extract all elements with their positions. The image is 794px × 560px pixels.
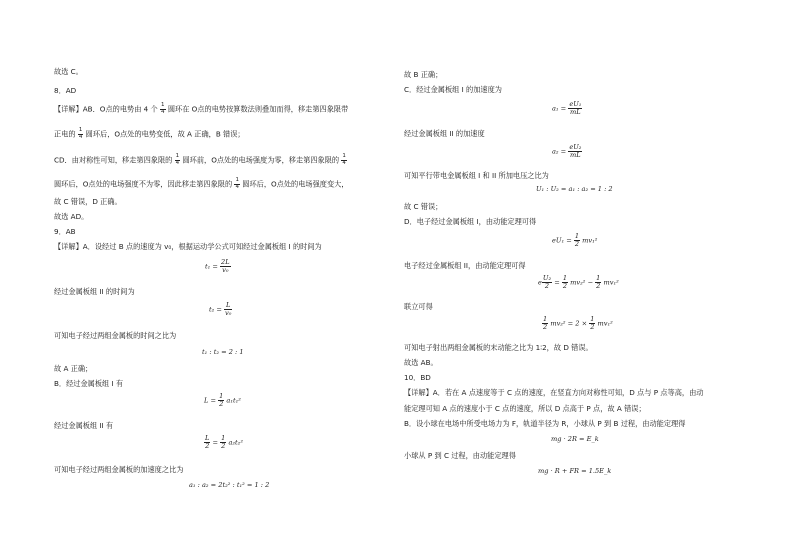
q10-explanation-a-cont: 能定理可知 A 点的速度小于 C 点的速度，所以 D 点高于 P 点，故 A 错误； bbox=[404, 404, 646, 413]
fraction-quarter: $\frac{1}{4}$ bbox=[175, 153, 180, 166]
equation-kinetic-1: eU₁ = $\frac{1}{2}$ mv₁² bbox=[552, 232, 598, 248]
equation-mg-2R: mg · 2R = E_k bbox=[551, 435, 599, 443]
q9-text: 可知平行带电金属板组 I 和 II 所加电压之比为 bbox=[404, 171, 549, 180]
q9-text: 经过金属板组 II 有 bbox=[54, 421, 114, 430]
q9-text: 可知电子经过两组金属板的时间之比为 bbox=[54, 331, 177, 340]
q9-explanation-c: C．经过金属板组 I 的加速度为 bbox=[404, 85, 502, 94]
answer-line: 故选 AD。 bbox=[54, 212, 89, 221]
q9-explanation-a: 【详解】A．设经过 B 点的速度为 v₀，根据运动学公式可知经过金属板组 I 的时间为 bbox=[54, 242, 322, 251]
q9-text: 联立可得 bbox=[404, 302, 433, 311]
equation-t1: t₁ = $\frac{2L}{\text{v₀}}$ bbox=[205, 258, 230, 274]
q9-text: 电子经过金属板组 II，由动能定理可得 bbox=[404, 261, 526, 270]
equation-accel-ratio: a₁ : a₂ = 2t₂² : t₁² = 1 : 2 bbox=[189, 481, 270, 489]
q10-explanation-a: 【详解】A．若在 A 点速度等于 C 点的速度，在竖直方向对称性可知，D 点与 P 点等高，由动 bbox=[404, 388, 704, 397]
equation-kinetic-2: e $\frac{\text{U₂}}{2}$ = $\frac{1}{2}$ mv₂² − $\frac{1}{2}$ mv₁² bbox=[538, 274, 619, 290]
q9-explanation-d: D．电子经过金属板组 I，由动能定理可得 bbox=[404, 217, 537, 226]
q8-conclusion: 故 C 错误，D 正确。 bbox=[54, 197, 122, 206]
fraction-quarter: $\frac{1}{4}$ bbox=[161, 102, 165, 115]
q9-text: 可知电子经过两组金属板的加速度之比为 bbox=[54, 465, 184, 474]
question-10-number: 10．BD bbox=[404, 373, 431, 382]
q9-text: 经过金属板组 II 的加速度 bbox=[404, 129, 485, 138]
equation-kinetic-3: $\frac{1}{2}$ mv₂² = 2 × $\frac{1}{2}$ mv₁² bbox=[543, 315, 613, 331]
q10-explanation-b: B．设小球在电场中所受电场力为 F，轨道半径为 R，小球从 P 到 B 过程，由动能定理得 bbox=[404, 419, 686, 428]
q8-explanation-ab-cont: 正电的 $\frac{1}{4}$ 圆环后，O点处的电势变低，故 A 正确，B 错误； bbox=[54, 127, 245, 140]
equation-a2: a₂ = $\frac{\text{eU₂}}{mL}$ bbox=[552, 143, 582, 159]
q8-explanation-ab: 【详解】AB．O点的电势由 4 个 $\frac{1}{4}$ 圆环在 O点的电势按算数法则叠加而得，移走第四象限带 bbox=[54, 102, 349, 115]
answer-line: 故选 C。 bbox=[54, 67, 83, 76]
q9-text: 可知电子射出两组金属板的末动能之比为 1∶2，故 D 错误。 bbox=[404, 343, 593, 352]
q8-explanation-cd-cont: 圆环后，O点处的电场强度不为零，因此移走第四象限的 $\frac{1}{4}$ 圆环后，O点处的电场强度变大， bbox=[54, 177, 349, 190]
q9-text: 故 B 正确； bbox=[404, 70, 443, 79]
equation-a1: a₁ = $\frac{\text{eU₁}}{mL}$ bbox=[552, 100, 582, 116]
equation-time-ratio: t₁ : t₂ = 2 : 1 bbox=[202, 348, 244, 356]
q10-text: 小球从 P 到 C 过程，由动能定理得 bbox=[404, 451, 516, 460]
q8-explanation-cd: CD．由对称性可知，移走第四象限的 $\frac{1}{4}$ 圆环前，O点处的电场强度为零，移走第四象限的 $\frac{1}{4}$ bbox=[54, 153, 346, 166]
equation-t2: t₂ = $\frac{L}{\text{v₀}}$ bbox=[209, 301, 232, 317]
question-9-number: 9．AB bbox=[54, 227, 76, 236]
fraction-quarter: $\frac{1}{4}$ bbox=[342, 153, 346, 166]
fraction-quarter: $\frac{1}{4}$ bbox=[235, 177, 239, 190]
q9-text: 故 C 错误； bbox=[404, 202, 443, 211]
q9-explanation-b: B．经过金属板组 I 有 bbox=[54, 379, 124, 388]
q9-text: 经过金属板组 II 的时间为 bbox=[54, 287, 135, 296]
equation-L1: L = $\frac{1}{2}$ a₁t₁² bbox=[204, 392, 241, 408]
q9-text: 故 A 正确； bbox=[54, 364, 93, 373]
equation-L2: $\frac{L}{2}$ = $\frac{1}{2}$ a₂t₂² bbox=[205, 434, 243, 450]
answer-line: 故选 AB。 bbox=[404, 358, 438, 367]
question-8-number: 8．AD bbox=[54, 86, 77, 95]
equation-voltage-ratio: U₁ : U₂ = a₁ : a₂ = 1 : 2 bbox=[536, 185, 613, 193]
equation-mg-R-FR: mg · R + FR = 1.5E_k bbox=[538, 467, 612, 475]
fraction-quarter: $\frac{1}{4}$ bbox=[78, 127, 83, 140]
